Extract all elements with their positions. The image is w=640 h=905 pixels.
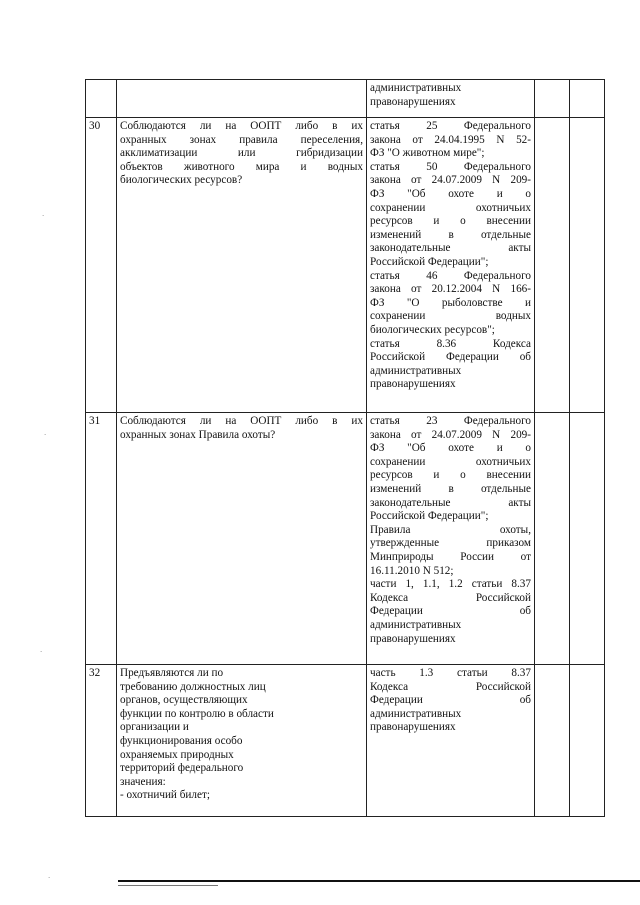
scan-speck: · xyxy=(48,874,51,882)
row-number-cell: 32 xyxy=(86,665,117,817)
law-cell: административных правонарушениях xyxy=(367,80,535,118)
question-cell: Соблюдаются ли на ООПТ либо в их охранных зонах Правила охоты? xyxy=(117,413,367,665)
empty-cell xyxy=(570,80,605,118)
empty-cell xyxy=(570,665,605,817)
scan-speck: · xyxy=(40,648,43,656)
row-number-cell: 31 xyxy=(86,413,117,665)
law-cell: статья 25 Федерального закона от 24.04.1995 N 52- ФЗ "О животном мире"; статья 50 Федерального закона от 24.07.2009 N 209- ФЗ "Об охоте и о сохранении охотничьих ресурсов и о внесении изменений в отдельные законодательные акты Российской Федерации"; статья 46 Федерального закона от 20.12.2004 N 166- ФЗ "О рыболовстве и сохранении водных биологических ресурсов"; статья 8.36 Кодекса Российской Федерации об административных правонарушениях xyxy=(367,118,535,413)
question-cell xyxy=(117,80,367,118)
footer-rule-thin xyxy=(118,885,218,886)
question-cell: Предъявляются ли по требованию должностных лиц органов, осуществляющих функции по контролю в области организации и функционирования особо охраняемых природных территорий федерального значения: - охотничий билет; xyxy=(117,665,367,817)
empty-cell xyxy=(535,413,570,665)
empty-cell xyxy=(570,118,605,413)
table-row xyxy=(86,413,605,665)
empty-cell xyxy=(570,413,605,665)
row-number-cell: 30 xyxy=(86,118,117,413)
law-cell: статья 23 Федерального закона от 24.07.2009 N 209- ФЗ "Об охоте и о сохранении охотничьих ресурсов и о внесении изменений в отдельные законодательные акты Российской Федерации"; Правила охоты, утвержденные приказом Минприроды России от 16.11.2010 N 512; части 1, 1.1, 1.2 статьи 8.37 Кодекса Российской Федерации об административных правонарушениях xyxy=(367,413,535,665)
empty-cell xyxy=(535,80,570,118)
scan-speck: · xyxy=(44,431,47,439)
question-cell: Соблюдаются ли на ООПТ либо в их охранных зонах правила переселения, акклиматизации или гибридизации объектов животного мира и водных биологических ресурсов? xyxy=(117,118,367,413)
table-row xyxy=(86,118,605,413)
table-row xyxy=(86,665,605,817)
law-cell: часть 1.3 статьи 8.37 Кодекса Российской Федерации об административных правонарушениях xyxy=(367,665,535,817)
checklist-table xyxy=(85,79,605,817)
empty-cell xyxy=(535,118,570,413)
footer-rule xyxy=(118,880,640,882)
row-number-cell xyxy=(86,80,117,118)
empty-cell xyxy=(535,665,570,817)
table-row xyxy=(86,80,605,118)
scan-speck: · xyxy=(42,212,45,220)
